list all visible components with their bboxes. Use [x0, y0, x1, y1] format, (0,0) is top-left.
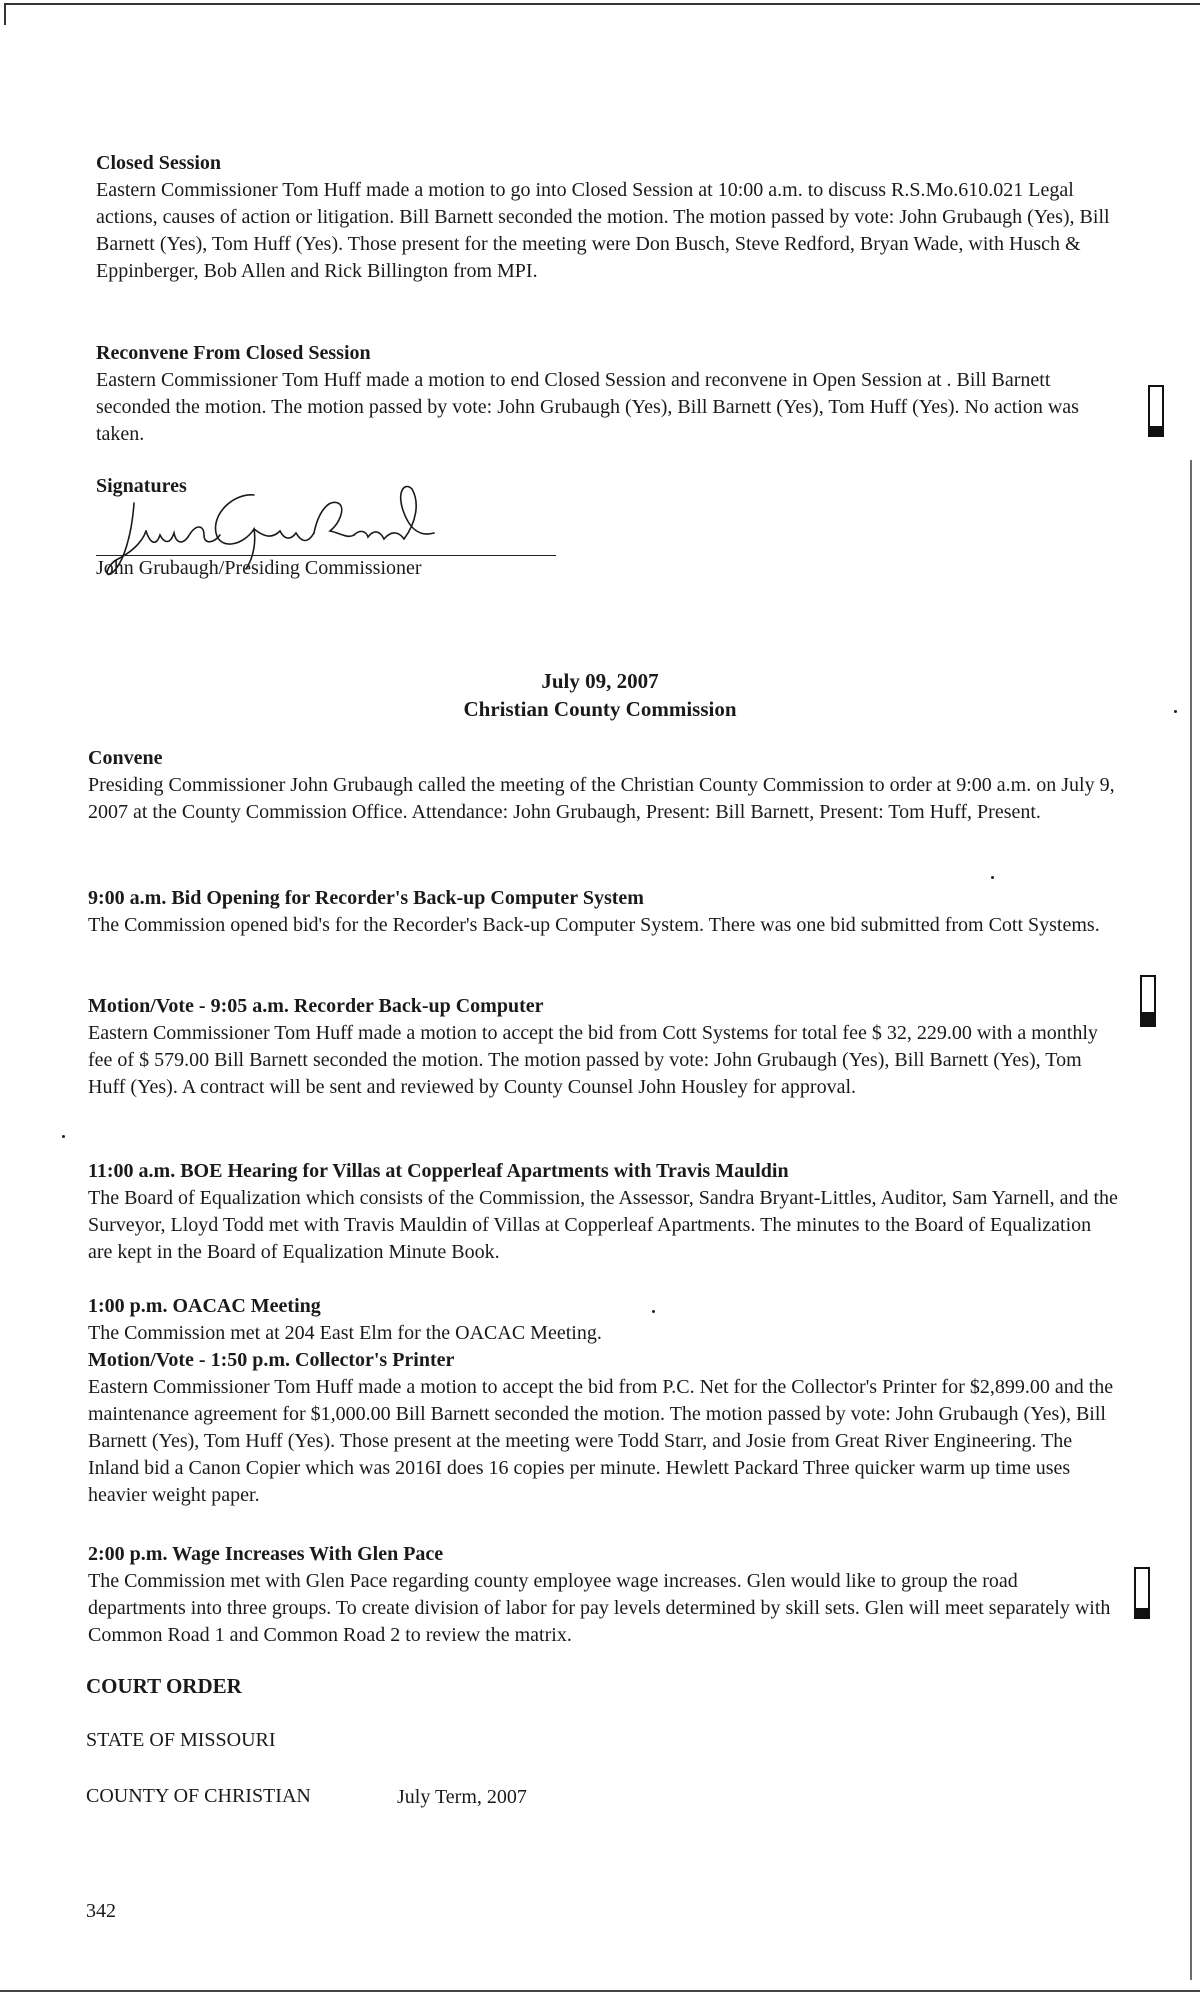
wage-section — [88, 1541, 1118, 1649]
boe-hearing-body: The Board of Equalization which consists of the Commission, the Assessor, Sandra Bryant-Littles, Auditor, Sam Yarnell, and the Surveyor, Lloyd Todd met with Travis Mauldin of Villas at Copperleaf Apartments. The minutes to the Board of Equalization are kept in the Board of Equalization Minute Book. — [88, 1187, 1118, 1263]
reconvene-body: Eastern Commissioner Tom Huff made a motion to end Closed Session and reconvene in Open Session at . Bill Barnett seconded the motion. The motion passed by vote: John Grubaugh (Yes), Bill Barnett (Yes), Tom Huff (Yes). No action was taken. — [96, 369, 1079, 445]
signature-caption: John Grubaugh/Presiding Commissioner — [96, 557, 422, 579]
recorder-motion-section — [88, 993, 1118, 1101]
court-order-state: STATE OF MISSOURI — [86, 1729, 276, 1751]
page-border-bottom — [0, 1990, 1200, 1992]
page-corner-left — [4, 3, 6, 25]
oacac-heading: 1:00 p.m. OACAC Meeting — [88, 1295, 321, 1317]
scan-speck — [652, 1310, 655, 1313]
reconvene-heading: Reconvene From Closed Session — [96, 342, 371, 364]
court-order-term: July Term, 2007 — [397, 1786, 527, 1808]
meeting-title: Christian County Commission — [463, 697, 737, 721]
page-number: 342 — [86, 1900, 116, 1922]
boe-hearing-heading: 11:00 a.m. BOE Hearing for Villas at Copperleaf Apartments with Travis Mauldin — [88, 1160, 789, 1182]
signature-block — [96, 475, 576, 585]
recorder-motion-heading: Motion/Vote - 9:05 a.m. Recorder Back-up Computer — [88, 995, 544, 1017]
oacac-body: The Commission met at 204 East Elm for the OACAC Meeting. — [88, 1322, 602, 1344]
closed-session-body: Eastern Commissioner Tom Huff made a motion to go into Closed Session at 10:00 a.m. to discuss R.S.Mo.610.021 Legal actions, causes of action or litigation. Bill Barnett seconded the motion. The motion passed by vote: John Grubaugh (Yes), Bill Barnett (Yes), Tom Huff (Yes). Those present for the meeting were Don Busch, Steve Redford, Bryan Wade, with Husch & Eppinberger, Bob Allen and Rick Billington from MPI. — [96, 179, 1110, 282]
court-order-heading: COURT ORDER — [86, 1674, 242, 1698]
bid-opening-body: The Commission opened bid's for the Recorder's Back-up Computer System. There was one bid submitted from Cott Systems. — [88, 914, 1100, 936]
signature-line — [96, 555, 556, 556]
printer-motion-body: Eastern Commissioner Tom Huff made a motion to accept the bid from P.C. Net for the Collector's Printer for $2,899.00 and the maintenance agreement for $1,000.00 Bill Barnett seconded the motion. The motion passed by vote: John Grubaugh (Yes), Bill Barnett (Yes), Tom Huff (Yes). Those present at the meeting were Todd Starr, and Josie from Great River Engineering. The Inland bid a Canon Copier which was 2016I does 16 copies per minute. Hewlett Packard Three quicker warm up time uses heavier weight paper. — [88, 1376, 1114, 1506]
convene-body: Presiding Commissioner John Grubaugh called the meeting of the Christian County Commission to order at 9:00 a.m. on July 9, 2007 at the County Commission Office. Attendance: John Grubaugh, Present: Bill Barnett, Present: Tom Huff, Present. — [88, 774, 1115, 823]
recorder-motion-body: Eastern Commissioner Tom Huff made a motion to accept the bid from Cott Systems for total fee $ 32, 229.00 with a monthly fee of $ 579.00 Bill Barnett seconded the motion. The motion passed by vote: John Grubaugh (Yes), Bill Barnett (Yes), Tom Huff (Yes). A contract will be sent and reviewed by County Counsel John Housley for approval. — [88, 1022, 1098, 1098]
boe-hearing-section — [88, 1158, 1118, 1266]
scan-speck — [991, 876, 994, 879]
meeting-date: July 09, 2007 — [541, 669, 659, 693]
scan-speck — [1174, 710, 1177, 713]
scan-speck — [62, 1135, 65, 1138]
reconvene-section — [96, 340, 1116, 448]
convene-section — [88, 745, 1118, 826]
margin-binder-mark — [1132, 1564, 1152, 1622]
signatures-heading: Signatures — [96, 475, 187, 497]
margin-binder-mark — [1146, 382, 1166, 440]
closed-session-section — [96, 150, 1116, 285]
wage-body: The Commission met with Glen Pace regarding county employee wage increases. Glen would like to group the road departments into three groups. To create division of labor for pay levels determined by skill sets. Glen will meet separately with Common Road 1 and Common Road 2 to review the matrix. — [88, 1570, 1111, 1646]
court-order-county: COUNTY OF CHRISTIAN — [86, 1785, 311, 1807]
printer-motion-heading: Motion/Vote - 1:50 p.m. Collector's Printer — [88, 1349, 455, 1371]
bid-opening-section — [88, 885, 1118, 939]
convene-heading: Convene — [88, 747, 163, 769]
margin-binder-mark — [1138, 972, 1158, 1030]
oacac-section — [88, 1293, 1118, 1509]
wage-heading: 2:00 p.m. Wage Increases With Glen Pace — [88, 1543, 444, 1565]
page-border-top — [5, 3, 1200, 5]
closed-session-heading: Closed Session — [96, 152, 222, 174]
bid-opening-heading: 9:00 a.m. Bid Opening for Recorder's Back-up Computer System — [88, 887, 644, 909]
